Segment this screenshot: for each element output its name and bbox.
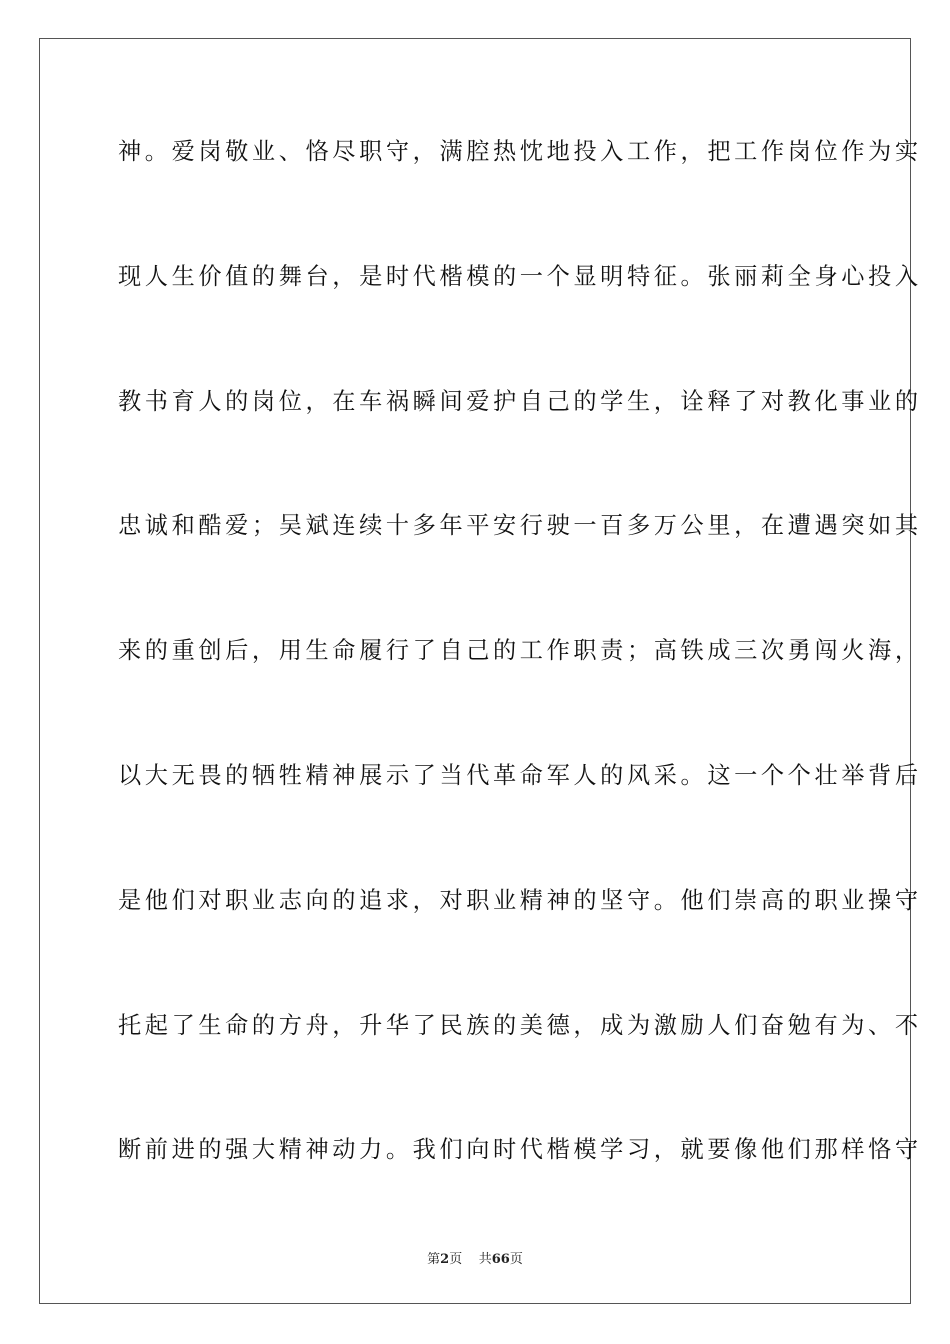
page-footer bbox=[0, 1248, 950, 1267]
text-line: 以大无畏的牺牲精神展示了当代革命军人的风采。这一个个壮举背后 bbox=[118, 761, 922, 789]
page-number: 2 bbox=[440, 1252, 450, 1267]
total-label-suffix: 页 bbox=[509, 1252, 523, 1267]
page-label-prefix: 第 bbox=[427, 1252, 441, 1267]
total-label-prefix: 共 bbox=[478, 1252, 492, 1267]
text-line: 断前进的强大精神动力。我们向时代楷模学习，就要像他们那样恪守 bbox=[118, 1136, 922, 1164]
text-line: 神。爱岗敬业、恪尽职守，满腔热忱地投入工作，把工作岗位作为实 bbox=[118, 138, 922, 165]
body-text bbox=[118, 130, 922, 1253]
text-line: 忠诚和酷爱；吴斌连续十多年平安行驶一百多万公里，在遭遇突如其 bbox=[118, 512, 922, 540]
text-line: 托起了生命的方舟，升华了民族的美德，成为激励人们奋勉有为、不 bbox=[118, 1011, 922, 1039]
total-pages: 66 bbox=[491, 1252, 510, 1267]
page-label-suffix: 页 bbox=[449, 1252, 463, 1267]
text-line: 现人生价值的舞台，是时代楷模的一个显明特征。张丽莉全身心投入 bbox=[118, 262, 922, 290]
text-line: 来的重创后，用生命履行了自己的工作职责；高铁成三次勇闯火海， bbox=[118, 637, 922, 665]
text-line: 是他们对职业志向的追求，对职业精神的坚守。他们崇高的职业操守 bbox=[118, 886, 922, 914]
text-line: 教书育人的岗位，在车祸瞬间爱护自己的学生，诠释了对教化事业的 bbox=[118, 387, 922, 415]
